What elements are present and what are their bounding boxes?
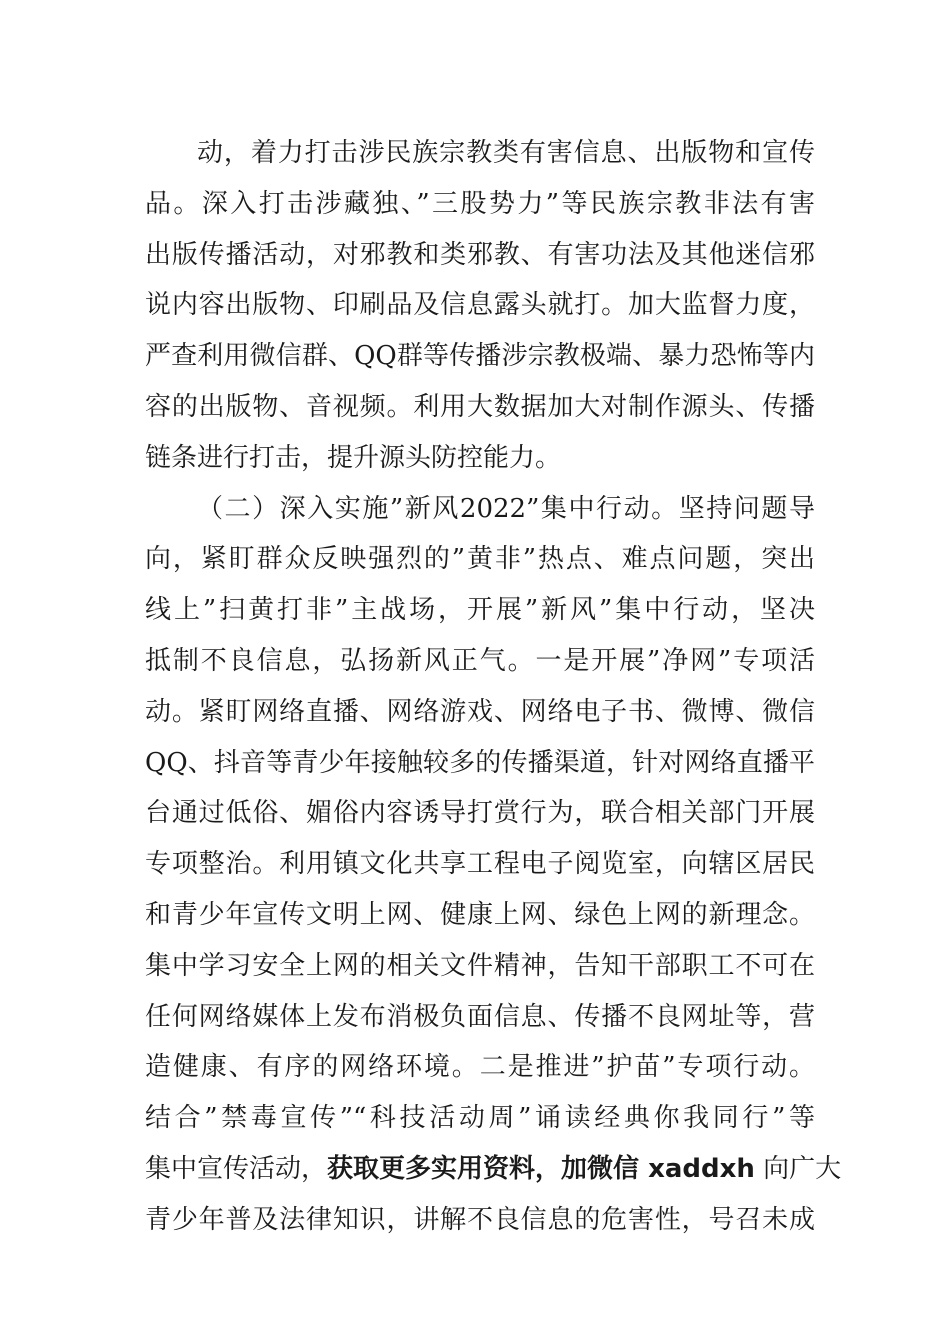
paragraph-2-line-11: 任何网络媒体上发布消极负面信息、传播不良网址等，营 [145, 1001, 815, 1032]
document-body [145, 128, 842, 1246]
paragraph-1-line-7: 链条进行打击，提升源头防控能力。 [145, 442, 562, 473]
paragraph-1-line-4: 说内容出版物、印刷品及信息露头就打。加大监督力度， [145, 290, 815, 321]
paragraph-1-line-3: 出版传播活动，对邪教和类邪教、有害功法及其他迷信邪 [145, 239, 815, 270]
paragraph-2-line-12: 造健康、有序的网络环境。二是推进”护苗”专项行动。 [145, 1052, 815, 1083]
paragraph-1-line-1: 动，着力打击涉民族宗教类有害信息、出版物和宣传 [197, 138, 815, 168]
paragraph-2-line-8: 专项整治。利用镇文化共享工程电子阅览室，向辖区居民 [145, 849, 815, 880]
paragraph-2-line-15: 青少年普及法律知识，讲解不良信息的危害性，号召未成 [145, 1204, 815, 1235]
paragraph-2-line-7: 台通过低俗、媚俗内容诱导打赏行为，联合相关部门开展 [145, 798, 815, 829]
paragraph-1-line-2: 品。深入打击涉藏独、”三股势力”等民族宗教非法有害 [145, 188, 815, 219]
paragraph-2-line-9: 和青少年宣传文明上网、健康上网、绿色上网的新理念。 [145, 899, 815, 930]
line-14-before-text: 集中宣传活动， [145, 1153, 328, 1184]
paragraph-2-line-10: 集中学习安全上网的相关文件精神，告知干部职工不可在 [145, 950, 815, 981]
paragraph-2-line-14 [145, 1144, 842, 1195]
paragraph-2-line-2: 向，紧盯群众反映强烈的”黄非”热点、难点问题，突出 [145, 544, 815, 575]
paragraph-2-line-6: QQ、抖音等青少年接触较多的传播渠道，针对网络直播平 [145, 747, 815, 778]
paragraph-2-line-5: 动。紧盯网络直播、网络游戏、网络电子书、微博、微信 [145, 696, 815, 727]
paragraph-2-line-4: 抵制不良信息，弘扬新风正气。一是开展”净网”专项活 [145, 645, 815, 676]
paragraph-1-line-6: 容的出版物、音视频。利用大数据加大对制作源头、传播 [145, 391, 815, 422]
promo-text: 获取更多实用资料，加微信 xaddxh [327, 1153, 755, 1184]
paragraph-2-line-13: 结合”禁毒宣传”“科技活动周”诵读经典你我同行”等 [145, 1103, 815, 1134]
line-14-after-text: 向广大 [754, 1153, 842, 1184]
paragraph-2-line-3: 线上”扫黄打非”主战场，开展”新风”集中行动，坚决 [145, 595, 815, 626]
paragraph-1-line-5: 严查利用微信群、QQ群等传播涉宗教极端、暴力恐怖等内 [145, 341, 815, 372]
paragraph-2-line-1: （二）深入实施”新风2022”集中行动。坚持问题导 [197, 493, 815, 524]
